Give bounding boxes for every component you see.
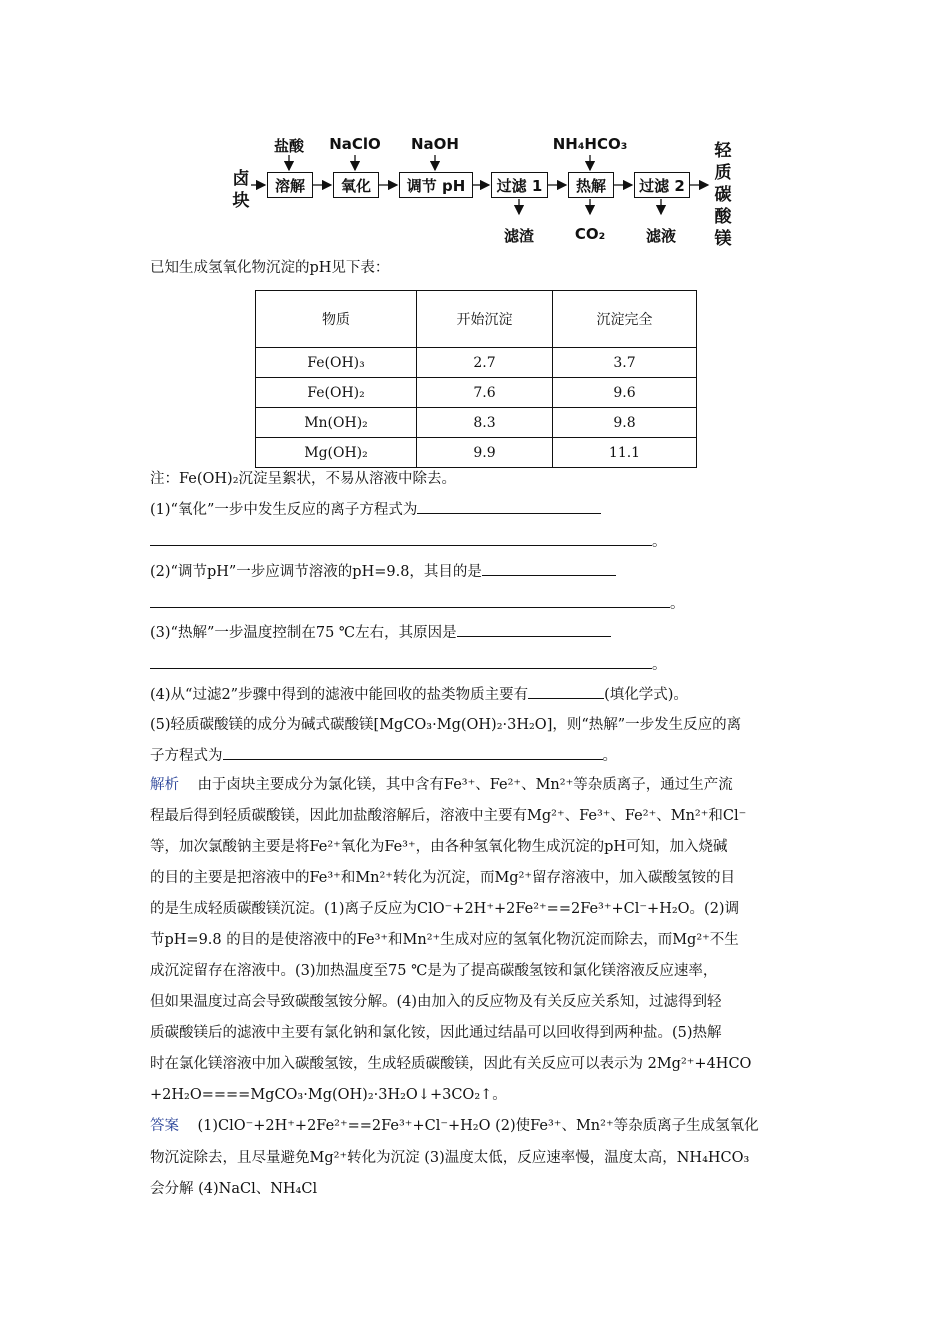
period: 。 [652, 657, 667, 673]
period: 。 [602, 748, 617, 764]
step-adjust-ph: 调节 pH [399, 172, 473, 198]
output-co2: CO₂ [574, 225, 606, 243]
table-header: 开始沉淀 [417, 291, 553, 348]
answer-line [150, 1116, 759, 1136]
step-pyrolysis: 热解 [568, 172, 614, 198]
analysis-line: +2H₂O====MgCO₃·Mg(OH)₂·3H₂O↓+3CO₂↑。 [150, 1087, 507, 1103]
analysis-line: 但如果温度过高会导致碳酸氢铵分解。(4)由加入的反应物及有关反应关系知，过滤得到轻 [150, 994, 722, 1010]
note-text: 注：Fe(OH)₂沉淀呈絮状，不易从溶液中除去。 [150, 471, 457, 487]
output-residue: 滤渣 [503, 227, 534, 245]
answer-line: 会分解 (4)NaCl、NH₄Cl [150, 1181, 318, 1197]
reagent-hcl: 盐酸 [273, 137, 304, 155]
analysis-text: 由于卤块主要成分为氯化镁，其中含有Fe³⁺、Fe²⁺、Mn²⁺等杂质离子，通过生产流 [197, 777, 733, 793]
analysis-line: 等，加次氯酸钠主要是将Fe²⁺氧化为Fe³⁺，由各种氢氧化物生成沉淀的pH可知，加入烧碱 [150, 839, 728, 855]
flow-arrows [0, 0, 950, 260]
table-cell: 9.6 [553, 378, 697, 408]
answer-blank[interactable] [150, 593, 670, 608]
question-5: (5)轻质碳酸镁的成分为碱式碳酸镁[MgCO₃·Mg(OH)₂·3H₂O]，则“热解”一步发生反应的离 [150, 717, 742, 733]
answer-blank[interactable] [150, 654, 652, 669]
table-cell: 2.7 [417, 348, 553, 378]
question-4-text: (4)从“过滤2”步骤中得到的滤液中能回收的盐类物质主要有 [150, 687, 529, 703]
question-4-suffix: (填化学式)。 [604, 687, 688, 703]
answer-line: 物沉淀除去，且尽量避免Mg²⁺转化为沉淀 (3)温度太低，反应速率慢，温度太高，NH₄HCO₃ [150, 1150, 750, 1166]
question-3 [150, 622, 611, 643]
question-3-cont [150, 654, 667, 675]
table-cell: Fe(OH)₂ [256, 378, 417, 408]
analysis-line: 成沉淀留存在溶液中。(3)加热温度至75 ℃是为了提高碳酸氢铵和氯化镁溶液反应速率， [150, 963, 718, 979]
question-2 [150, 561, 616, 582]
question-1-text: (1)“氧化”一步中发生反应的离子方程式为 [150, 502, 418, 518]
table-row [256, 438, 697, 468]
table-cell: Mg(OH)₂ [256, 438, 417, 468]
question-4 [150, 684, 688, 705]
answer-blank[interactable] [223, 745, 603, 760]
analysis-line: 程最后得到轻质碳酸镁，因此加盐酸溶解后，溶液中主要有Mg²⁺、Fe³⁺、Fe²⁺、Mn²⁺和Cl⁻ [150, 808, 747, 824]
analysis-line: 质碳酸镁后的滤液中主要有氯化钠和氯化铵，因此通过结晶可以回收得到两种盐。(5)热解 [150, 1025, 722, 1041]
question-1-cont [150, 531, 667, 552]
table-cell: 9.8 [553, 408, 697, 438]
question-2-text: (2)“调节pH”一步应调节溶液的pH=9.8，其目的是 [150, 564, 482, 580]
answer-blank[interactable] [482, 561, 616, 576]
table-header: 物质 [256, 291, 417, 348]
question-3-text: (3)“热解”一步温度控制在75 ℃左右，其原因是 [150, 625, 457, 641]
reagent-naclo: NaClO [329, 135, 381, 153]
product-label: 轻质碳酸镁 [714, 141, 732, 249]
table-cell: 11.1 [553, 438, 697, 468]
question-1 [150, 499, 601, 520]
intro-text: 已知生成氢氧化物沉淀的pH见下表： [150, 260, 390, 276]
table-row [256, 408, 697, 438]
table-cell: 9.9 [417, 438, 553, 468]
table-row [256, 378, 697, 408]
analysis-line: 时在氯化镁溶液中加入碳酸氢铵，生成轻质碳酸镁，因此有关反应可以表示为 2Mg²⁺+4HCO [150, 1056, 752, 1072]
start-label: 卤块 [232, 169, 250, 211]
answer-text: (1)ClO⁻+2H⁺+2Fe²⁺==2Fe³⁺+Cl⁻+H₂O (2)使Fe³⁺、Mn²⁺等杂质离子生成氢氧化 [197, 1118, 759, 1134]
period: 。 [670, 596, 685, 612]
answer-blank[interactable] [457, 622, 611, 637]
answer-blank[interactable] [150, 531, 652, 546]
analysis-line [150, 775, 733, 795]
table-cell: Fe(OH)₃ [256, 348, 417, 378]
analysis-line: 节pH=9.8 的目的是使溶液中的Fe³⁺和Mn²⁺生成对应的氢氧化物沉淀而除去，而Mg²⁺不生 [150, 932, 739, 948]
answer-label: 答案 [150, 1118, 179, 1134]
step-dissolve: 溶解 [267, 172, 313, 198]
table-cell: 7.6 [417, 378, 553, 408]
table-cell: 3.7 [553, 348, 697, 378]
table-cell: Mn(OH)₂ [256, 408, 417, 438]
step-filter-2: 过滤 2 [634, 172, 690, 198]
step-filter-1: 过滤 1 [491, 172, 548, 198]
table-cell: 8.3 [417, 408, 553, 438]
reagent-nh4hco3: NH₄HCO₃ [552, 135, 628, 153]
question-5-cont [150, 745, 617, 766]
analysis-label: 解析 [150, 777, 179, 793]
answer-blank[interactable] [528, 684, 604, 699]
table-header-row [256, 291, 697, 348]
reagent-naoh: NaOH [411, 135, 459, 153]
question-2-cont [150, 593, 685, 614]
period: 。 [652, 534, 667, 550]
analysis-line: 的是生成轻质碳酸镁沉淀。(1)离子反应为ClO⁻+2H⁺+2Fe²⁺==2Fe³⁺+Cl⁻+H₂O。(2)调 [150, 901, 740, 917]
step-oxidize: 氧化 [333, 172, 379, 198]
question-5-text: 子方程式为 [150, 748, 223, 764]
analysis-line: 的目的主要是把溶液中的Fe³⁺和Mn²⁺转化为沉淀，而Mg²⁺留存溶液中，加入碳酸氢铵的目 [150, 870, 736, 886]
output-filtrate: 滤液 [645, 227, 676, 245]
table-header: 沉淀完全 [553, 291, 697, 348]
table-row [256, 348, 697, 378]
answer-blank[interactable] [417, 499, 601, 514]
ph-table [255, 290, 697, 468]
